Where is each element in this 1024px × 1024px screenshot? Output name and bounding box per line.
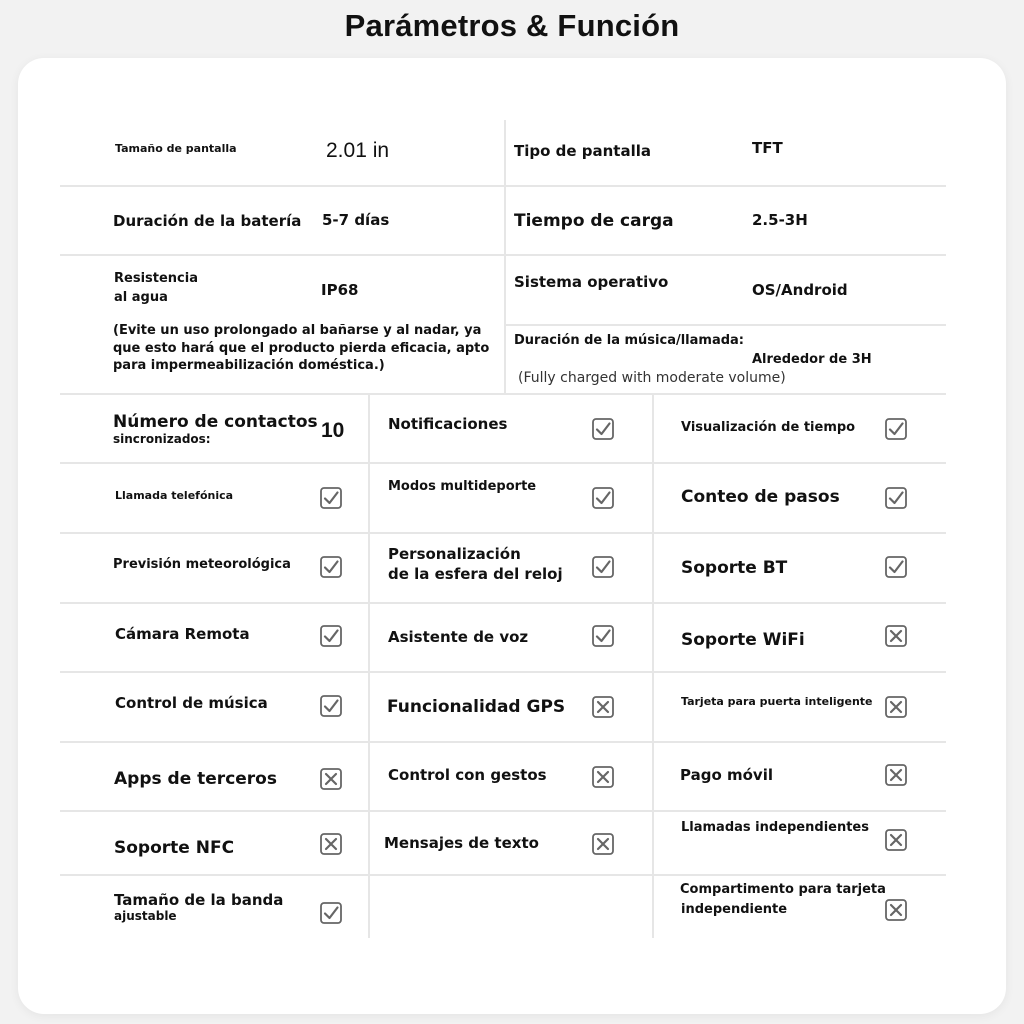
water-label-line2: al agua xyxy=(114,290,168,305)
os-value: OS/Android xyxy=(752,281,848,299)
check-box-icon xyxy=(885,556,907,578)
screen-size-label: Tamaño de pantalla xyxy=(115,142,237,155)
cross-box-icon xyxy=(320,833,342,855)
battery-label: Duración de la batería xyxy=(113,212,302,230)
check-box-icon xyxy=(885,487,907,509)
water-value: IP68 xyxy=(321,281,359,299)
feature-label: Asistente de voz xyxy=(388,628,529,646)
feature-label: Mensajes de texto xyxy=(384,834,539,852)
feature-label: Notificaciones xyxy=(388,415,508,433)
check-box-icon xyxy=(592,556,614,578)
page-title: Parámetros & Función xyxy=(344,8,680,43)
battery-value: 5-7 días xyxy=(322,211,390,229)
feature-label: Soporte NFC xyxy=(114,838,235,858)
cross-box-icon xyxy=(592,696,614,718)
spec-card xyxy=(18,58,1006,1014)
feature-label: Pago móvil xyxy=(680,766,773,784)
feature-label-line1: Compartimento para tarjeta xyxy=(680,882,886,897)
contacts-label-main: Número de contactos xyxy=(113,412,318,432)
cross-box-icon xyxy=(592,833,614,855)
check-box-icon xyxy=(320,556,342,578)
music-note: (Fully charged with moderate volume) xyxy=(518,370,786,386)
music-value: Alrededor de 3H xyxy=(752,352,872,367)
feature-label: Llamadas independientes xyxy=(681,820,869,835)
contacts-label xyxy=(113,412,318,447)
feature-label: Control con gestos xyxy=(388,766,547,784)
os-label: Sistema operativo xyxy=(514,273,669,291)
feature-label: Cámara Remota xyxy=(115,625,250,643)
charge-time-value: 2.5-3H xyxy=(752,211,808,229)
check-box-icon xyxy=(320,625,342,647)
music-label: Duración de la música/llamada: xyxy=(514,333,745,348)
check-box-icon xyxy=(885,418,907,440)
feature-label-line2: de la esfera del reloj xyxy=(388,565,563,583)
feature-label xyxy=(114,891,283,923)
cross-box-icon xyxy=(885,625,907,647)
feature-label: Funcionalidad GPS xyxy=(387,697,566,717)
cross-box-icon xyxy=(885,764,907,786)
screen-type-value: TFT xyxy=(752,139,783,157)
feature-label: Apps de terceros xyxy=(114,769,277,789)
cross-box-icon xyxy=(885,899,907,921)
charge-time-label: Tiempo de carga xyxy=(514,211,674,231)
feature-label: Soporte BT xyxy=(681,558,788,578)
feature-label-line2: independiente xyxy=(681,902,788,917)
feature-label: Control de música xyxy=(115,694,268,712)
feature-label-sub: ajustable xyxy=(114,909,177,923)
water-label-line1: Resistencia xyxy=(114,271,198,286)
feature-label-main: Tamaño de la banda xyxy=(114,891,284,909)
screen-type-label: Tipo de pantalla xyxy=(514,142,652,160)
feature-label: Llamada telefónica xyxy=(115,489,234,502)
check-box-icon xyxy=(592,625,614,647)
feature-label-line1: Personalización xyxy=(388,545,521,563)
check-box-icon xyxy=(592,487,614,509)
cross-box-icon xyxy=(320,768,342,790)
cross-box-icon xyxy=(592,766,614,788)
screen-size-value: 2.01 in xyxy=(326,139,390,162)
cross-box-icon xyxy=(885,829,907,851)
feature-label: Soporte WiFi xyxy=(681,630,805,650)
feature-label: Visualización de tiempo xyxy=(681,420,856,435)
check-box-icon xyxy=(320,487,342,509)
contacts-label-sub: sincronizados: xyxy=(113,432,211,447)
cross-box-icon xyxy=(885,696,907,718)
contacts-value: 10 xyxy=(321,419,345,442)
check-box-icon xyxy=(320,902,342,924)
feature-label: Modos multideporte xyxy=(388,479,537,494)
check-box-icon xyxy=(592,418,614,440)
feature-label: Tarjeta para puerta inteligente xyxy=(681,695,873,708)
feature-label: Previsión meteorológica xyxy=(113,557,291,572)
feature-label: Conteo de pasos xyxy=(681,487,840,507)
check-box-icon xyxy=(320,695,342,717)
water-note: (Evite un uso prolongado al bañarse y al nadar, ya que esto hará que el producto pierda eficacia, apto para impermeabilización doméstica.) xyxy=(113,323,490,374)
